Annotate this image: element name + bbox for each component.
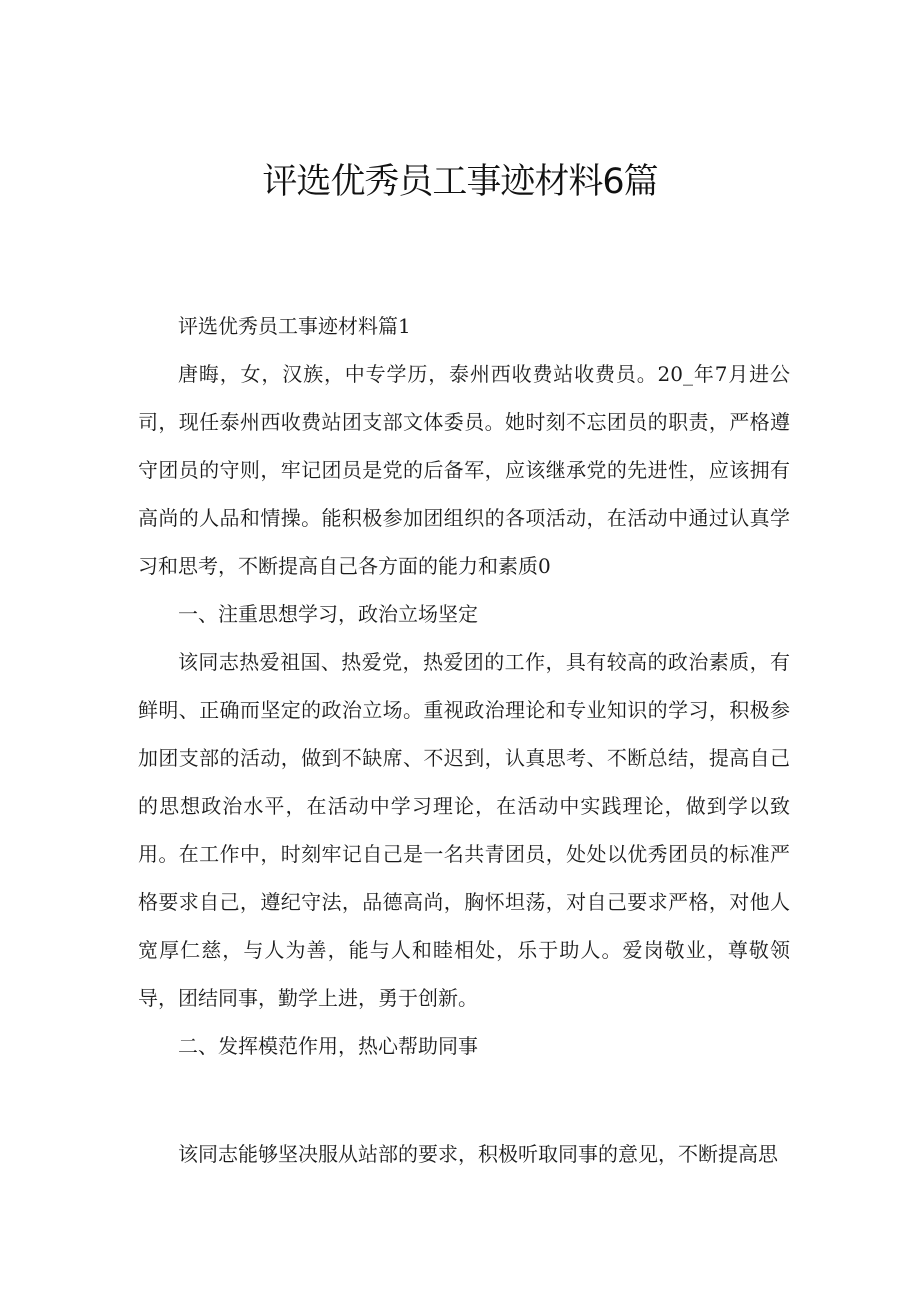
paragraph-thought-study: 该同志热爱祖国、热爱党，热爱团的工作，具有较高的政治素质，有鲜明、正确而坚定的政治立场。重视政治理论和专业知识的学习，积极参加团支部的活动，做到不缺席、不迟到，认真思考、不断总结，提高自己的思想政治水平，在活动中学习理论，在活动中实践理论，做到学以致用。在工作中，时刻牢记自己是一名共青团员，处处以优秀团员的标准严格要求自己，遵纪守法，品德高尚，胸怀坦荡，对自己要求严格，对他人宽厚仁慈，与人为善，能与人和睦相处，乐于助人。爱岗敬业，尊敬领导，团结同事，勤学上进，勇于创新。 (138, 650, 790, 1010)
paragraph-role-model: 该同志能够坚决服从站部的要求，积极听取同事的意见，不断提高思 (178, 1142, 778, 1166)
section-heading-2: 二、发挥模范作用，热心帮助同事 (178, 1034, 478, 1058)
document-title: 评选优秀员工事迹材料6篇 (262, 162, 658, 202)
section-label: 评选优秀员工事迹材料篇1 (178, 314, 411, 338)
paragraph-intro: 唐晦，女，汉族，中专学历，泰州西收费站收费员。20_年7月进公司，现任泰州西收费站团支部文体委员。她时刻不忘团员的职责，严格遵守团员的守则，牢记团员是党的后备军，应该继承党的先进性，应该拥有高尚的人品和情操。能积极参加团组织的各项活动，在活动中通过认真学习和思考，不断提高自己各方面的能力和素质0 (138, 362, 790, 578)
section-heading-1: 一、注重思想学习，政治立场坚定 (178, 602, 478, 626)
